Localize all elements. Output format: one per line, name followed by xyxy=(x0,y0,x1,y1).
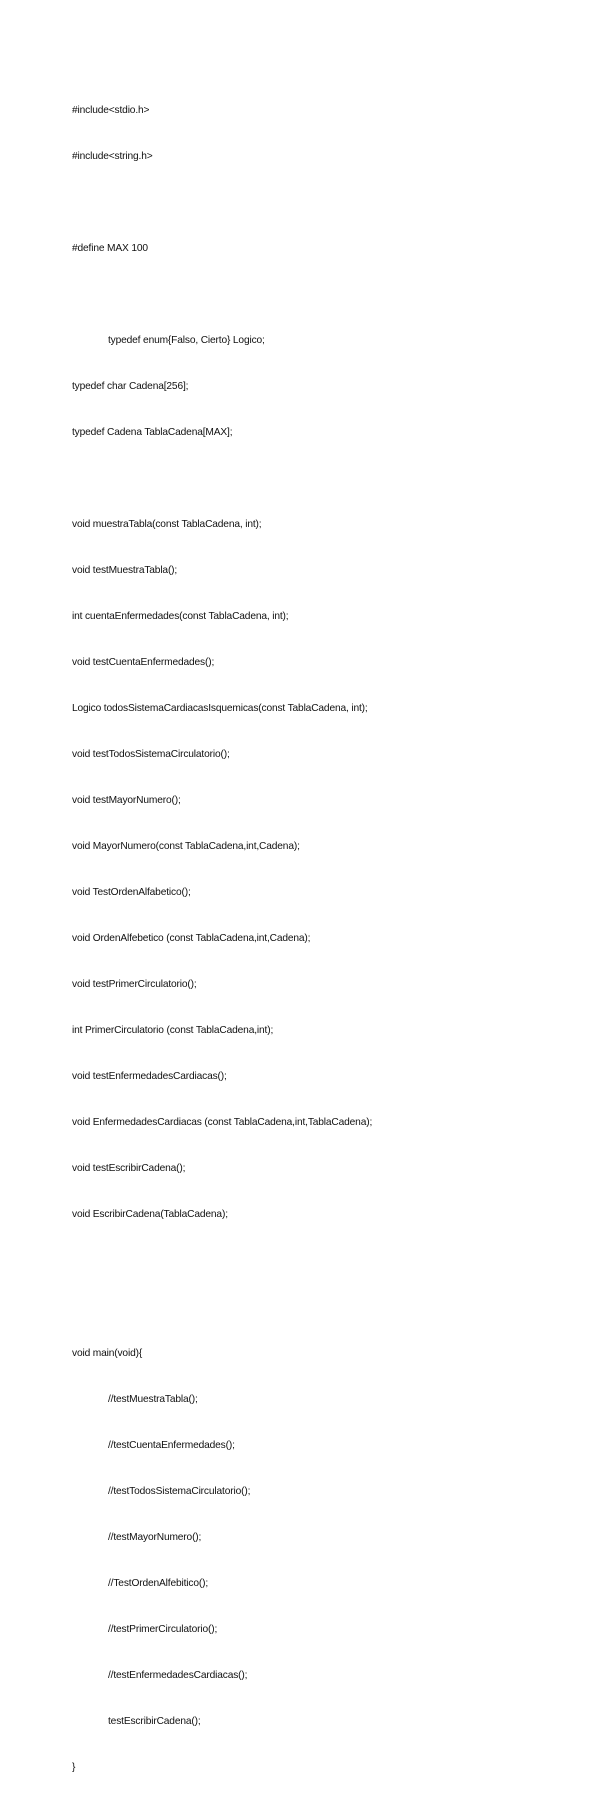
code-line: testEscribirCadena(); xyxy=(108,1715,201,1727)
code-line: void MayorNumero(const TablaCadena,int,Cadena); xyxy=(72,841,300,853)
code-line: void testMuestraTabla(); xyxy=(72,565,178,576)
code-line: void main(void){ xyxy=(72,1347,143,1359)
code-listing xyxy=(72,72,372,1806)
code-line: void testPrimerCirculatorio(); xyxy=(72,979,197,991)
code-line: void testEnfermedadesCardiacas(); xyxy=(72,1071,227,1083)
code-line: void OrdenAlfebetico (const TablaCadena,int,Cadena); xyxy=(72,933,311,945)
code-line: void EscribirCadena(TablaCadena); xyxy=(72,1209,228,1221)
code-line xyxy=(72,195,372,210)
code-line: //testTodosSistemaCirculatorio(); xyxy=(108,1485,251,1497)
code-line: void muestraTabla(const TablaCadena, int); xyxy=(72,518,262,530)
code-line: #include<string.h> xyxy=(72,150,153,162)
code-line xyxy=(72,1253,372,1268)
code-line: int PrimerCirculatorio (const TablaCadena,int); xyxy=(72,1025,274,1037)
code-line: Logico todosSistemaCardiacasIsquemicas(const TablaCadena, int); xyxy=(72,703,368,715)
code-line: #include<stdio.h> xyxy=(72,104,150,116)
code-line: void EnfermedadesCardiacas (const TablaCadena,int,TablaCadena); xyxy=(72,1117,373,1129)
code-line: //testEnfermedadesCardiacas(); xyxy=(108,1669,248,1681)
code-line xyxy=(72,471,372,486)
code-line: typedef Cadena TablaCadena[MAX]; xyxy=(72,426,233,438)
code-line: //testMayorNumero(); xyxy=(108,1531,202,1543)
code-line xyxy=(72,1300,372,1315)
code-line: typedef char Cadena[256]; xyxy=(72,380,189,392)
code-line: #define MAX 100 xyxy=(72,242,148,254)
code-line: void TestOrdenAlfabetico(); xyxy=(72,887,191,899)
code-line: //testMuestraTabla(); xyxy=(108,1393,198,1405)
code-line: void testEscribirCadena(); xyxy=(72,1163,186,1175)
code-line: void testTodosSistemaCirculatorio(); xyxy=(72,749,230,761)
code-line: void testCuentaEnfermedades(); xyxy=(72,657,215,669)
code-line: //TestOrdenAlfebitico(); xyxy=(108,1577,209,1589)
code-line: //testCuentaEnfermedades(); xyxy=(108,1439,235,1451)
code-line: } xyxy=(72,1761,76,1773)
code-line: int cuentaEnfermedades(const TablaCadena, int); xyxy=(72,611,289,623)
code-line: //testPrimerCirculatorio(); xyxy=(108,1623,218,1635)
code-line: void testMayorNumero(); xyxy=(72,795,181,807)
code-line xyxy=(72,287,372,302)
code-line: typedef enum{Falso, Cierto} Logico; xyxy=(108,334,265,346)
